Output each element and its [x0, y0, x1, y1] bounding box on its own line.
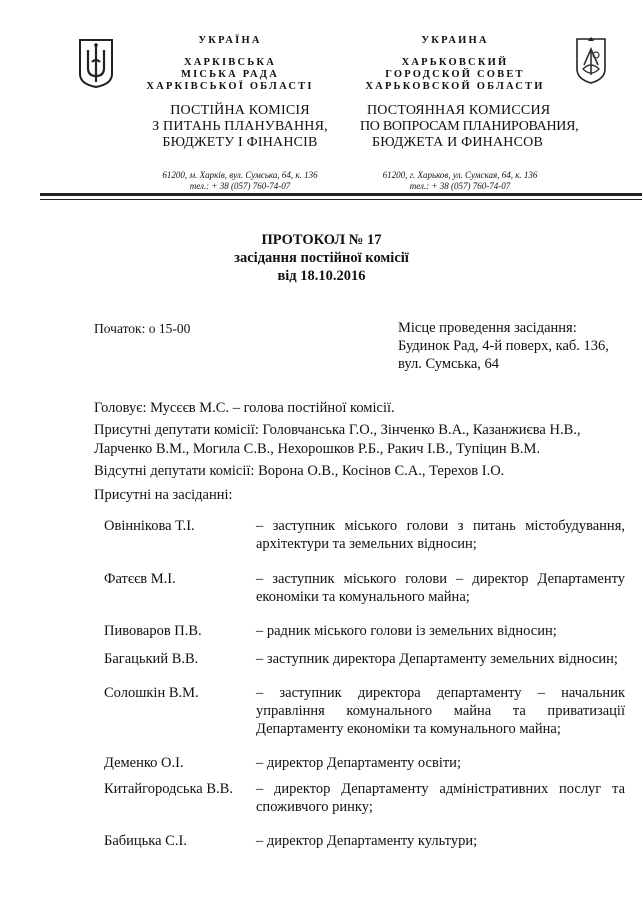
- attendee-role: – заступник директора Департаменту земельних відносин;: [256, 651, 618, 667]
- attendee-name: Бабицька С.І.: [104, 833, 187, 849]
- header-ru-council-line2: ГОРОДСКОЙ СОВЕТ: [385, 69, 525, 80]
- protocol-subtitle: засідання постійної комісії: [234, 250, 409, 266]
- attendee-role: – директор Департаменту культури;: [256, 833, 478, 849]
- attendee-role: – заступник міського голови з питань містобудування, архітектури та земельних відносин;: [256, 518, 625, 552]
- header-ru-council-line1: ХАРЬКОВСКИЙ: [401, 57, 509, 68]
- header-ua-country: УКРАЇНА: [198, 35, 262, 46]
- attendee-name: Фатєєв М.І.: [104, 571, 176, 587]
- attendee-name: Китайгородська В.В.: [104, 781, 233, 797]
- chair-line: Головує: Мусєєв М.С. – голова постійної комісії.: [94, 400, 395, 416]
- header-ua-council-line2: МІСЬКА РАДА: [180, 69, 279, 80]
- header-ua-committee-line2: З ПИТАНЬ ПЛАНУВАННЯ,: [152, 119, 328, 134]
- present-deputies-line1: Присутні депутати комісії: Головчанська Г.О., Зінченко В.А., Казанжиєва Н.В.,: [94, 422, 581, 438]
- attendee-role: – радник міського голови із земельних відносин;: [256, 623, 557, 639]
- header-ua-committee-line1: ПОСТІЙНА КОМІСІЯ: [170, 103, 310, 118]
- attendee-name: Пивоваров П.В.: [104, 623, 202, 639]
- attendee-role: – директор Департаменту освіти;: [256, 755, 461, 771]
- venue-address-line1: Будинок Рад, 4-й поверх, каб. 136,: [398, 338, 609, 354]
- header-ru-committee-line1: ПОСТОЯННАЯ КОМИССИЯ: [367, 103, 551, 118]
- attendee-name: Деменко О.І.: [104, 755, 184, 771]
- header-ru-committee-line2: ПО ВОПРОСАМ ПЛАНИРОВАНИЯ,: [360, 119, 579, 134]
- meeting-start-time: Початок: о 15-00: [94, 321, 191, 336]
- attendee-role: – заступник міського голови – директор Департаменту економіки та комунального майна;: [256, 571, 625, 605]
- protocol-title: ПРОТОКОЛ № 17: [261, 232, 382, 248]
- header-ua-address: 61200, м. Харків, вул. Сумська, 64, к. 136: [162, 170, 318, 180]
- header-ua-committee-line3: БЮДЖЕТУ І ФІНАНСІВ: [162, 135, 318, 150]
- attendees-heading: Присутні на засіданні:: [94, 487, 233, 503]
- header-ua-council-line1: ХАРКІВСЬКА: [183, 57, 276, 68]
- header-ru-council-line3: ХАРЬКОВСКОЙ ОБЛАСТИ: [365, 81, 545, 92]
- header-ua-council-line3: ХАРКІВСЬКОЇ ОБЛАСТІ: [146, 81, 314, 92]
- header-ru-phone: тел.: + 38 (057) 760-74-07: [409, 181, 511, 191]
- venue-address-line2: вул. Сумська, 64: [398, 356, 500, 372]
- attendee-name: Овіннікова Т.І.: [104, 518, 195, 534]
- header-ua-phone: тел.: + 38 (057) 760-74-07: [189, 181, 291, 191]
- kharkiv-coat-of-arms-icon: [575, 35, 607, 85]
- ukraine-coat-of-arms-icon: [78, 38, 114, 88]
- header-ru-country: УКРАИНА: [421, 35, 489, 46]
- protocol-date: від 18.10.2016: [277, 268, 366, 284]
- attendee-role: – директор Департаменту адміністративних послуг та споживчого ринку;: [256, 781, 625, 815]
- header-ru-address: 61200, г. Харьков, ул. Сумская, 64, к. 136: [382, 170, 538, 180]
- attendee-role: – заступник директора департаменту – начальник управління комунального майна та приватизації Департаменту економіки та комунального майна;: [256, 685, 625, 737]
- absent-deputies-line: Відсутні депутати комісії: Ворона О.В., Косінов С.А., Терехов І.О.: [94, 463, 505, 479]
- attendee-name: Багацький В.В.: [104, 651, 199, 667]
- present-deputies-line2: Ларченко В.М., Могила С.В., Нехорошков Р.Б., Ракич І.В., Тупіцин В.М.: [94, 441, 541, 457]
- header-divider-thick: [40, 193, 642, 196]
- venue-label: Місце проведення засідання:: [398, 320, 577, 336]
- attendee-name: Солошкін В.М.: [104, 685, 199, 701]
- header-divider-thin: [40, 199, 642, 200]
- header-ru-committee-line3: БЮДЖЕТА И ФИНАНСОВ: [372, 135, 543, 150]
